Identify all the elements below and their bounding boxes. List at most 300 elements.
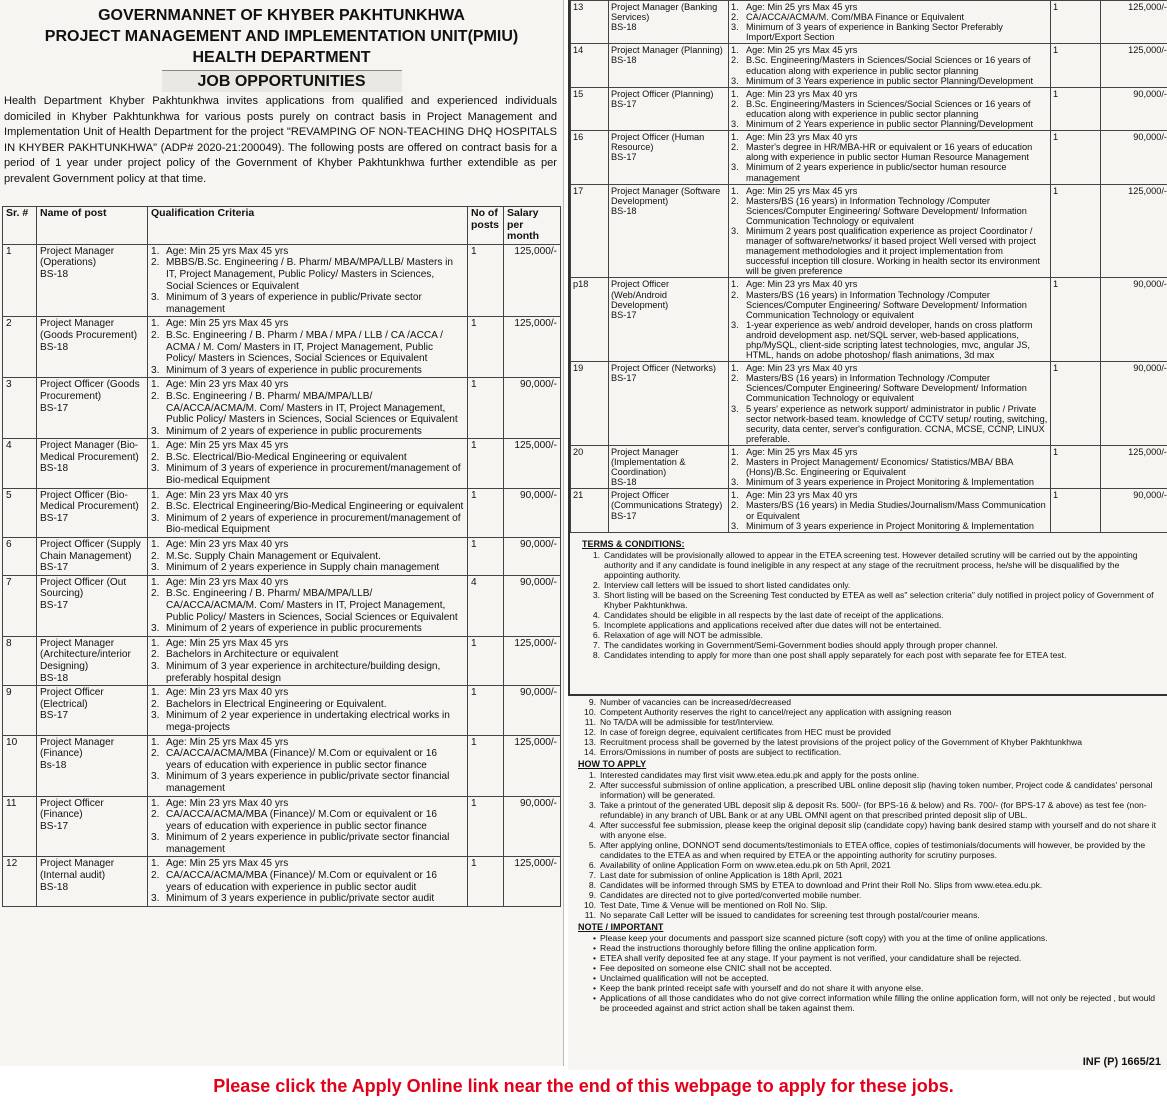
job-title: Project Manager (Goods Procurement) (40, 318, 138, 341)
job-salary: 90,000/- (504, 796, 561, 857)
criteria-list (151, 440, 464, 486)
job-salary: 125,000/- (504, 439, 561, 488)
job-title: Project Officer (Planning) (611, 88, 714, 99)
criteria-text: Minimum of 3 year experience in architecture/building design, preferably hospital design (166, 660, 441, 684)
criteria-item (151, 737, 464, 749)
job-salary: 90,000/- (1101, 131, 1167, 184)
job-scale: BS-18 (40, 881, 69, 893)
criteria-number: 2. (731, 195, 739, 206)
criteria-text: Masters/BS (16 years) in Media Studies/Journalism/Mass Communication or Equivalent (746, 500, 1046, 521)
job-posts-count: 1 (1051, 131, 1101, 184)
job-post (609, 44, 729, 87)
list-item (582, 630, 1161, 640)
criteria-item (731, 12, 1048, 22)
job-scale: BS-18 (40, 672, 69, 684)
item-text: Candidates will be informed through SMS by ETEA to download and Print their Roll No. Slips from www.etea.edu.pk. (600, 880, 1043, 890)
criteria-item (151, 257, 464, 292)
job-posts-count: 1 (1051, 362, 1101, 446)
item-number: 11. (584, 717, 596, 727)
job-post (609, 278, 729, 362)
criteria-text: Age: Min 25 yrs Max 45 yrs (166, 637, 289, 649)
list-item (578, 880, 1161, 890)
job-post (37, 686, 148, 735)
criteria-text: Age: Min 25 yrs Max 45 yrs (166, 318, 289, 330)
criteria-item (731, 290, 1048, 320)
col-sr: Sr. # (3, 207, 37, 245)
item-text: ETEA shall verify deposited fee at any stage. If your payment is not verified, your candidature shall be rejected. (600, 953, 1022, 963)
criteria-text: Age: Min 23 yrs Max 40 yrs (746, 132, 858, 143)
criteria-text: Age: Min 25 yrs Max 45 yrs (746, 446, 858, 457)
job-salary: 125,000/- (504, 244, 561, 317)
criteria-text: Age: Min 23 yrs Max 40 yrs (166, 687, 289, 699)
job-post (609, 184, 729, 278)
job-scale: BS-18 (40, 463, 69, 475)
job-sr: 17 (571, 184, 609, 278)
criteria-text: Age: Min 25 yrs Max 45 yrs (166, 245, 289, 257)
criteria-item (151, 318, 464, 330)
criteria-item (731, 99, 1048, 119)
job-posts-count: 1 (1051, 87, 1101, 130)
item-text: Competent Authority reserves the right to cancel/reject any application with assigning reason (600, 707, 952, 717)
terms-list-continued (568, 697, 1167, 757)
job-posts-count: 4 (468, 575, 504, 636)
criteria-list (151, 577, 464, 635)
criteria-list (151, 246, 464, 316)
item-number: 2. (592, 580, 600, 590)
criteria-item (731, 226, 1048, 276)
job-posts-count: 1 (468, 538, 504, 576)
item-text: Interested candidates may first visit www.etea.edu.pk and apply for the posts online. (600, 770, 920, 780)
criteria-text: 5 years' experience as network support/ administrator in public / Private sector network-based team. knowledge of CCTV setup/ routing, switching, security, data center, server's configuration. CCNA, MCSE, CCNP, LINUX preferable. (746, 403, 1048, 444)
job-posts-count: 1 (1051, 184, 1101, 278)
job-opportunities-banner: JOB OPPORTUNITIES (162, 70, 402, 92)
criteria-item (151, 246, 464, 258)
criteria-number: 1. (731, 490, 739, 501)
job-title: Project Officer (Bio-Medical Procurement) (40, 489, 139, 513)
criteria-text: Masters/BS (16 years) in Information Technology /Computer Sciences/Computer Engineering/ Software Development/ Information Communication Technology or equivalent (746, 373, 1027, 404)
job-title: Project Officer (Human Resource) (611, 132, 705, 153)
criteria-item (151, 452, 464, 464)
job-criteria (148, 244, 468, 317)
criteria-text: Minimum 2 years post qualification experience as project Coordinator / manager of software/networks/ it based project Well versed with project management methodologies and it project implementation from successful inception till closure. Working in health sector its environment will be given preference (746, 225, 1040, 277)
item-number: • (592, 933, 596, 943)
criteria-item (151, 463, 464, 486)
criteria-number: 2. (731, 289, 739, 300)
job-sr: 11 (3, 796, 37, 857)
job-scale: BS-17 (611, 510, 637, 521)
criteria-number: 2. (731, 55, 739, 66)
job-title: Project Officer (Networks) (611, 363, 716, 374)
criteria-item (731, 490, 1048, 500)
criteria-text: Age: Min 23 yrs Max 40 yrs (166, 489, 289, 501)
criteria-text: Age: Min 25 yrs Max 45 yrs (166, 736, 289, 748)
criteria-text: M.Sc. Supply Chain Management or Equivalent. (166, 550, 381, 562)
item-number: 4. (588, 820, 596, 830)
job-title: Project Officer (Goods Procurement) (40, 379, 140, 402)
item-text: Applications of all those candidates who do not give correct information while filling the online application form, will not only be rejected , but would be proceeded against and strict action shall be taken against them. (600, 993, 1156, 1013)
criteria-text: Age: Min 25 yrs Max 45 yrs (166, 858, 289, 870)
criteria-number: 3. (731, 477, 739, 488)
list-item (578, 953, 1161, 963)
criteria-item (151, 661, 464, 684)
criteria-number: 1. (151, 379, 160, 391)
job-scale: BS-18 (611, 55, 637, 66)
item-number: 3. (588, 800, 596, 810)
job-sr: 10 (3, 735, 37, 796)
job-sr: 9 (3, 686, 37, 735)
criteria-item (151, 771, 464, 794)
col-criteria: Qualification Criteria (148, 207, 468, 245)
job-scale: BS-17 (40, 402, 69, 414)
job-scale: BS-17 (40, 512, 69, 524)
item-text: No separate Call Letter will be issued to candidates for screening test through postal/courier means. (600, 910, 980, 920)
criteria-item (151, 699, 464, 711)
item-text: Number of vacancies can be increased/decreased (600, 697, 792, 707)
job-salary: 125,000/- (504, 857, 561, 906)
criteria-item (731, 363, 1048, 373)
criteria-item (731, 521, 1048, 531)
unit-title: PROJECT MANAGEMENT AND IMPLEMENTATION UNIT(PMIU) (44, 28, 519, 45)
criteria-number: 2. (151, 550, 160, 562)
criteria-text: Minimum of 2 year experience in undertaking electrical works in mega-projects (166, 710, 450, 733)
job-scale: BS-17 (40, 600, 69, 611)
criteria-number: 1. (731, 446, 739, 457)
job-criteria (148, 735, 468, 796)
job-sr: 19 (571, 362, 609, 446)
jobs-table-right (570, 0, 1167, 533)
criteria-list (731, 132, 1048, 182)
list-item (578, 770, 1161, 780)
list-item (578, 820, 1161, 840)
criteria-item (151, 330, 464, 365)
criteria-item (731, 119, 1048, 129)
job-scale: BS-17 (40, 710, 69, 722)
job-criteria (729, 489, 1051, 532)
criteria-text: Minimum of 3 years of experience in public procurements (166, 364, 422, 376)
job-posts-count: 1 (1051, 44, 1101, 87)
list-item (578, 983, 1161, 993)
criteria-text: Age: Min 23 yrs Max 40 yrs (166, 379, 289, 391)
criteria-text: B.Sc. Engineering / B. Pharm/ MBA/MPA/LLB/ CA/ACCA/ACMA/M. Com/ Masters in IT, Project Management, Public Policy/ Masters in Sciences, Social Sciences or Equivalent (166, 390, 458, 426)
item-text: No TA/DA will be admissible for test/Interview. (600, 717, 775, 727)
criteria-number: 1. (151, 858, 160, 870)
item-number: 6. (592, 630, 600, 640)
criteria-item (151, 577, 464, 589)
criteria-number: 2. (731, 373, 739, 384)
job-row (571, 131, 1167, 184)
job-scale: BS-17 (611, 152, 637, 163)
list-item (578, 737, 1161, 747)
item-number: 8. (592, 650, 600, 660)
job-criteria (148, 686, 468, 735)
criteria-number: 3. (151, 463, 160, 475)
job-sr: 4 (3, 439, 37, 488)
item-text: Incomplete applications and applications received after due dates will not be entertained. (604, 620, 942, 630)
list-item (582, 580, 1161, 590)
department-title: HEALTH DEPARTMENT (192, 49, 371, 66)
job-criteria (729, 131, 1051, 184)
job-criteria (148, 538, 468, 576)
item-text: After successful fee submission, please keep the original deposit slip (candidate copy) having bank desired stamp with yourself and do not share it with anyone else. (600, 820, 1157, 840)
criteria-number: 3. (151, 660, 160, 672)
inf-code: INF (P) 1665/21 (1082, 1056, 1161, 1068)
criteria-item (151, 501, 464, 513)
job-row (3, 378, 561, 439)
list-item (582, 610, 1161, 620)
criteria-list (731, 89, 1048, 129)
item-number: • (592, 973, 596, 983)
list-item (578, 900, 1161, 910)
job-row (3, 538, 561, 576)
criteria-text: Age: Min 25 yrs Max 45 yrs (746, 45, 858, 56)
criteria-item (731, 132, 1048, 142)
criteria-text: Minimum of 3 years of experience in Banking Sector Preferably Import/Export Section (746, 22, 1003, 43)
criteria-text: CA/ACCA/ACMA/MBA (Finance)/ M.Com or equivalent or 16 years of education with experience in public sector audit (166, 870, 437, 893)
job-salary: 125,000/- (504, 735, 561, 796)
job-title: Project Manager (Bio-Medical Procurement) (40, 440, 139, 463)
criteria-text: Minimum of 3 Years experience in public sector Planning/Development (746, 75, 1034, 86)
criteria-number: 1. (151, 318, 160, 330)
criteria-text: Minimum of 3 years experience in Project Monitoring & Implementation (746, 477, 1035, 488)
criteria-number: 3. (151, 512, 160, 524)
job-row (3, 686, 561, 735)
job-post (37, 378, 148, 439)
job-title: Project Manager (Banking Services) (611, 2, 718, 23)
criteria-item (731, 447, 1048, 457)
col-posts: No of posts (468, 207, 504, 245)
job-sr: 14 (571, 44, 609, 87)
intro-paragraph: Health Department Khyber Pakhtunkhwa invites applications from qualified and experienced individuals domiciled in Khyber Pakhtunkhwa for various posts purely on contract basis in Project Management and Implementation Unit of Health Department for the project "REVAMPING OF NON-TEACHING DHQ HOSPITALS IN KHYBER PAKHTUNKHWA" (ADP# 2020-21:200049). The following posts are offered on contract basis for a period of 1 year under project policy of the Government of Khyber Pakhtunkhwa further extendible as per prevalent Government policy at that time. (4, 95, 557, 185)
criteria-text: Minimum of 2 years experience in public/private sector financial management (166, 832, 450, 855)
criteria-number: 3. (731, 162, 739, 173)
job-criteria (729, 1, 1051, 44)
col-post: Name of post (37, 207, 148, 245)
criteria-item (151, 623, 464, 635)
item-number: • (592, 983, 596, 993)
job-title: Project Officer (Supply Chain Management) (40, 539, 141, 562)
list-item (582, 590, 1161, 610)
job-salary: 90,000/- (504, 488, 561, 537)
criteria-number: 1. (151, 489, 160, 501)
job-row (571, 278, 1167, 362)
criteria-item (151, 893, 464, 905)
job-post (609, 489, 729, 532)
criteria-item (731, 142, 1048, 162)
job-salary: 125,000/- (1101, 1, 1167, 44)
criteria-item (731, 22, 1048, 42)
criteria-item (151, 490, 464, 502)
item-text: Availability of online Application Form on www.etea.edu.pk on 5th April, 2021 (600, 860, 891, 870)
job-criteria (148, 857, 468, 906)
criteria-text: MBBS/B.Sc. Engineering / B. Pharm/ MBA/MPA/LLB/ Masters in IT, Project Management, Public Policy/ Masters in Sciences, Social Sciences or Equivalent (166, 257, 454, 292)
criteria-list (731, 363, 1048, 444)
job-sr: 3 (3, 378, 37, 439)
criteria-number: 2. (731, 457, 739, 468)
list-item (578, 870, 1161, 880)
job-posts-count: 1 (468, 378, 504, 439)
job-post (609, 445, 729, 488)
criteria-list (731, 279, 1048, 360)
criteria-text: B.Sc. Electrical Engineering/Bio-Medical Engineering or equivalent (166, 501, 464, 513)
item-text: Candidates should be eligible in all respects by the last date of receipt of the applications. (604, 610, 944, 620)
criteria-number: 3. (731, 319, 739, 330)
criteria-text: Minimum of 3 years experience in public/private sector financial management (166, 771, 450, 794)
list-item (578, 973, 1161, 983)
criteria-number: 1. (731, 2, 739, 12)
job-posts-count: 1 (468, 796, 504, 857)
job-salary: 90,000/- (1101, 362, 1167, 446)
criteria-text: Age: Min 25 yrs Max 45 yrs (166, 440, 289, 452)
criteria-number: 1. (731, 185, 739, 196)
criteria-number: 3. (151, 771, 160, 783)
item-text: Keep the bank printed receipt safe with yourself and do not share it with anyone else. (600, 983, 924, 993)
item-text: Candidates are directed not to give ported/converted mobile number. (600, 890, 862, 900)
job-sr: 15 (571, 87, 609, 130)
criteria-item (151, 798, 464, 810)
job-post (37, 439, 148, 488)
criteria-item (151, 562, 464, 574)
item-number: 2. (588, 780, 596, 790)
criteria-text: Minimum of 3 years experience in Project Monitoring & Implementation (746, 520, 1035, 531)
criteria-item (151, 832, 464, 855)
job-row (3, 796, 561, 857)
item-text: Last date for submission of online Application is 18th April, 2021 (600, 870, 843, 880)
criteria-list (731, 490, 1048, 530)
criteria-list (151, 858, 464, 904)
job-title: Project Manager (Operations) (40, 245, 115, 269)
job-salary: 90,000/- (1101, 489, 1167, 532)
criteria-number: 3. (731, 403, 739, 414)
item-text: In case of foreign degree, equivalent certificates from HEC must be provided (600, 727, 891, 737)
item-text: The candidates working in Government/Semi-Government bodies should apply through proper channel. (604, 640, 998, 650)
criteria-number: 2. (731, 142, 739, 153)
item-number: 1. (588, 770, 596, 780)
job-post (37, 538, 148, 576)
item-text: Candidates will be provisionally allowed to appear in the ETEA screening test. However detailed scrutiny will be carried out by the appointing authority and if any candidate is found ineligible in any respect at any stage of the recruitment process, he/she will be disqualified by the appointing authority. (604, 550, 1138, 580)
job-sr: 8 (3, 636, 37, 685)
list-item (578, 943, 1161, 953)
job-salary: 125,000/- (504, 636, 561, 685)
job-sr: 16 (571, 131, 609, 184)
job-salary: 125,000/- (1101, 44, 1167, 87)
criteria-number: 3. (731, 22, 739, 33)
criteria-text: Minimum of 2 years of experience in procurement/management of Bio-medical Equipment (166, 512, 461, 536)
item-text: Errors/Omissions in number of posts are subject to rectification. (600, 747, 842, 757)
criteria-list (151, 318, 464, 376)
item-number: 7. (588, 870, 596, 880)
job-post (37, 735, 148, 796)
criteria-number: 3. (151, 893, 160, 905)
col-salary: Salary per month (504, 207, 561, 245)
job-title: Project Officer (Communications Strategy) (611, 490, 723, 511)
criteria-number: 2. (151, 329, 160, 341)
criteria-number: 1. (151, 687, 160, 699)
criteria-text: B.Sc. Engineering/Masters in Sciences/Social Sciences or 16 years of education along with experience in public sector planning (746, 55, 1031, 76)
criteria-number: 1. (151, 539, 160, 551)
job-criteria (148, 488, 468, 537)
list-item (578, 993, 1161, 1013)
criteria-text: Age: Min 25 yrs Max 45 yrs (746, 185, 858, 196)
criteria-number: 2. (151, 501, 160, 513)
criteria-item (151, 638, 464, 650)
job-post (37, 796, 148, 857)
criteria-text: Minimum of 3 years experience in public/private sector audit (166, 893, 435, 905)
criteria-item (731, 373, 1048, 403)
criteria-item (151, 687, 464, 699)
right-bottom-column (568, 696, 1167, 1070)
job-criteria (148, 439, 468, 488)
job-salary: 90,000/- (1101, 87, 1167, 130)
job-scale: BS-17 (611, 373, 637, 384)
job-title: Project Officer (Electrical) (40, 687, 104, 710)
job-title: Project Manager (Implementation & Coordination) (611, 446, 686, 478)
job-row (3, 488, 561, 537)
criteria-text: Masters/BS (16 years) in Information Technology /Computer Sciences/Computer Engineering/ Software Development/ Information Communication Technology or equivalent (746, 289, 1027, 320)
criteria-text: CA/ACCA/ACMA/MBA (Finance)/ M.Com or equivalent or 16 years of education with experience in public sector finance (166, 809, 437, 832)
note-title: NOTE / IMPORTANT (578, 922, 664, 932)
criteria-list (731, 186, 1048, 277)
criteria-text: Minimum of 2 years experience in public/sector human resource management (746, 162, 1007, 183)
criteria-item (151, 292, 464, 315)
criteria-text: 1-year experience as web/ android developer, hands on cross platform android development asp. net/SQL server, web-based applications, php/MySQL, client-side scripting latest technologies, mvc, angular JS, HTML, hands on adobe photoshop/ flash animations, 3d max (746, 319, 1033, 361)
criteria-item (151, 513, 464, 536)
list-item (578, 910, 1161, 920)
criteria-text: Minimum of 2 years of experience in public procurements (166, 623, 422, 635)
criteria-text: Age: Min 23 yrs Max 40 yrs (166, 797, 289, 809)
criteria-list (731, 447, 1048, 487)
job-salary: 90,000/- (504, 575, 561, 636)
job-scale: BS-17 (40, 562, 69, 574)
criteria-item (731, 477, 1048, 487)
job-criteria (148, 317, 468, 378)
criteria-item (731, 2, 1048, 12)
criteria-number: 3. (151, 562, 160, 574)
job-row (571, 87, 1167, 130)
job-scale: BS-18 (611, 477, 637, 488)
job-salary: 90,000/- (1101, 278, 1167, 362)
list-item (578, 780, 1161, 800)
item-text: Please keep your documents and passport size scanned picture (soft copy) with you at the time of online applications. (600, 933, 1048, 943)
criteria-list (151, 379, 464, 437)
item-number: • (592, 963, 596, 973)
job-row (3, 244, 561, 317)
list-item (582, 640, 1161, 650)
criteria-item (151, 379, 464, 391)
item-text: Take a printout of the generated UBL deposit slip & deposit Rs. 500/- (for BPS-16 & below) and Rs. 700/- (for BPS-17 & above) as test fee (non-refundable) in any branch of UBL Bank or at any UBL OMNI agent on that prescribed printed deposit slip of UBL. (600, 800, 1147, 820)
criteria-item (151, 440, 464, 452)
job-post (37, 636, 148, 685)
job-row (3, 857, 561, 906)
criteria-list (151, 798, 464, 856)
job-title: Project Manager (Planning) (611, 45, 723, 56)
criteria-text: Bachelors in Architecture or equivalent (166, 649, 339, 661)
job-posts-count: 1 (1051, 1, 1101, 44)
criteria-item (731, 186, 1048, 196)
criteria-number: 3. (151, 292, 160, 304)
job-title: Project Officer (Web/Android Development) (611, 279, 670, 310)
job-posts-count: 1 (468, 439, 504, 488)
job-row (3, 636, 561, 685)
criteria-text: Minimum of 2 years of experience in public procurements (166, 425, 422, 437)
criteria-number: 2. (731, 500, 739, 511)
job-title: Project Manager (Internal audit) (40, 858, 115, 882)
job-row (571, 489, 1167, 532)
apply-online-notice[interactable]: Please click the Apply Online link near the end of this webpage to apply for these jobs. (213, 1076, 954, 1096)
job-salary: 90,000/- (504, 538, 561, 576)
job-scale: BS-17 (40, 820, 69, 832)
how-to-apply-title: HOW TO APPLY (578, 759, 647, 769)
criteria-number: 1. (731, 363, 739, 374)
